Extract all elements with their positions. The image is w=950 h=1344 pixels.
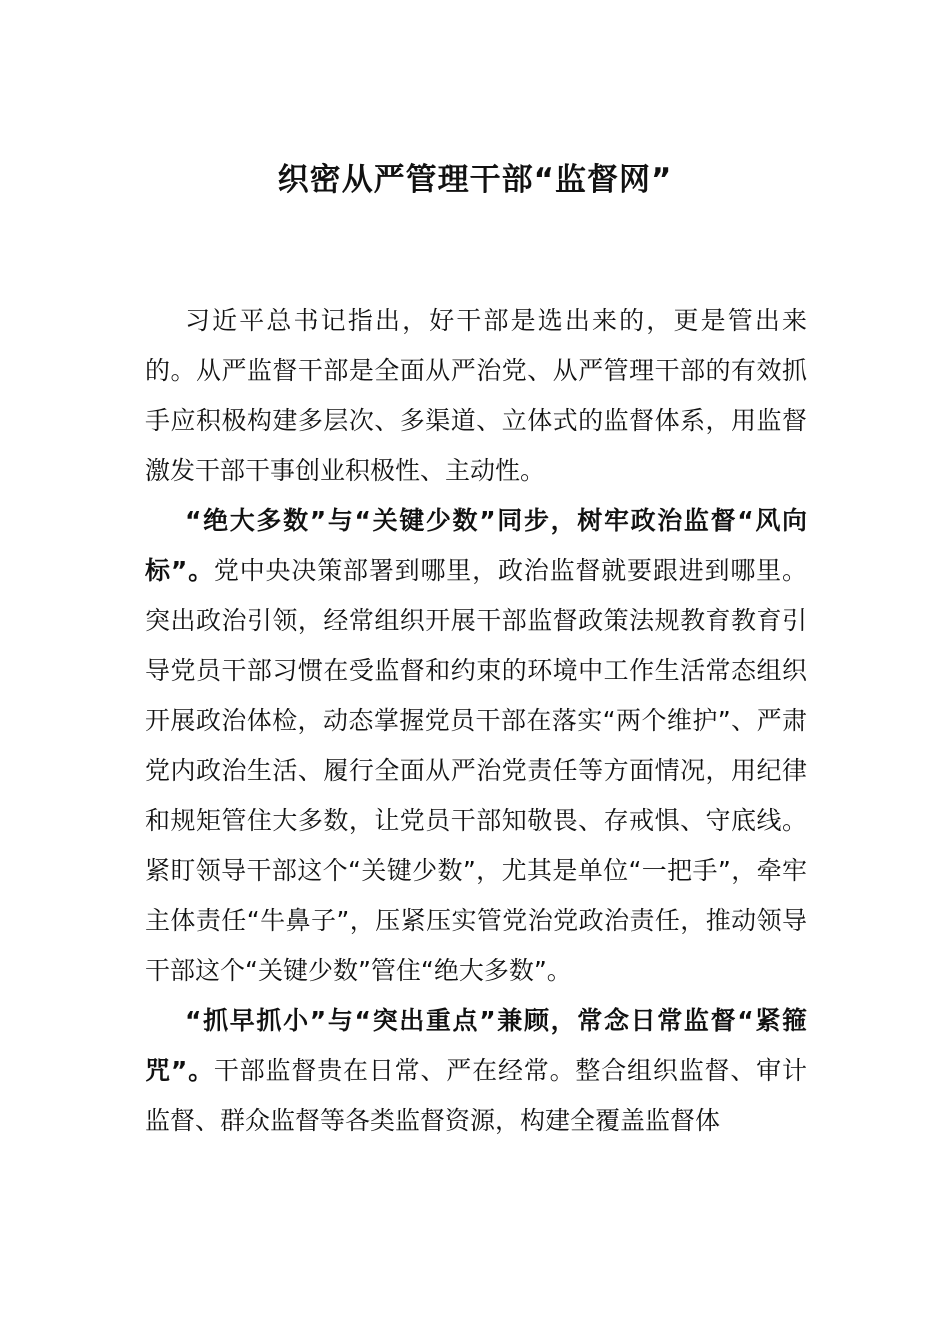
paragraph-2-lead: “绝大多数”与“关键少数”同步，树牢政治监督“风向标”。	[145, 506, 807, 585]
paragraph-2-text: 党中央决策部署到哪里，政治监督就要跟进到哪里。突出政治引领，经常组织开展干部监督政策法规教育教育引导党员干部习惯在受监督和约束的环境中工作生活常态组织开展政治体检，动态掌握党员干部在落实“两个维护”、严肃党内政治生活、履行全面从严治党责任等方面情况，用纪律和规矩管住大多数，让党员干部知敬畏、存戒惧、守底线。紧盯领导干部这个“关键少数”，尤其是单位“一把手”，牵牢主体责任“牛鼻子”，压紧压实管党治党政治责任，推动领导干部这个“关键少数”管住“绝大多数”。	[145, 556, 807, 985]
paragraph-1-text: 习近平总书记指出，好干部是选出来的，更是管出来的。从严监督干部是全面从严治党、从严管理干部的有效抓手应积极构建多层次、多渠道、立体式的监督体系，用监督激发干部干事创业积极性、主动性。	[145, 306, 807, 485]
paragraph-1	[145, 296, 807, 496]
paragraph-3-lead: “抓早抓小”与“突出重点”兼顾，常念日常监督“紧箍咒”。	[145, 1006, 807, 1085]
paragraph-3	[145, 996, 807, 1146]
paragraph-3-text: 干部监督贵在日常、严在经常。整合组织监督、审计监督、群众监督等各类监督资源，构建全覆盖监督体	[145, 1056, 807, 1135]
document-body	[145, 296, 807, 1146]
document-title: 织密从严管理干部“监督网”	[277, 162, 673, 198]
paragraph-2	[145, 496, 807, 996]
